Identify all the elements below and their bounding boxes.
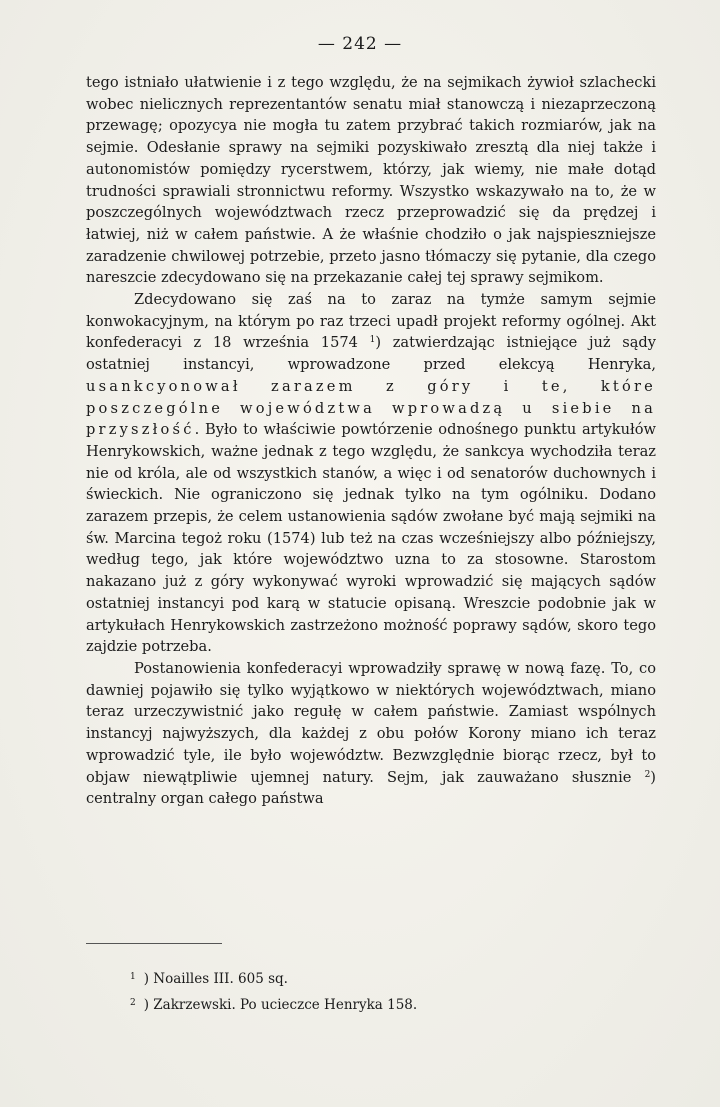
text-run: . Było to właściwie powtórzenie odnośnego punktu artykułów Henrykowskich, ważne jednak z tego względu, że sankcya wychodziła teraz nie od króla, ale od wszystkich stanów, a więc i od senatorów duchownych i świeckich. Nie ograniczono się jednak tylko na tym ogólniku. Dodano zarazem przepis, że celem ustanowienia sądów zwołane być mają sejmiki na św. Marcina tegoż roku (1574) lub też na czas wcześniejszy albo późniejszy, według tego, jak które województwo uzna to za stosowne. Starostom nakazano już z góry wykonywać wyroki wprowadzić się mających sądów ostatniej instancyi pod karą w statucie opisaną. Wreszcie podobnie jak w artykułach Henrykowskich zastrzeżono możność poprawy sądów, skoro tego zajdzie potrzeba.: [86, 421, 656, 656]
footnote: [130, 966, 650, 992]
paragraph: [86, 289, 656, 658]
paragraph: [86, 658, 656, 810]
text-run: tego istniało ułatwienie i z tego względu, że na sejmikach żywioł szlachecki wobec nielicznych reprezentantów senatu miał stanowczą i niezaprzeczoną przewagę; opozycya nie mogła tu zatem przybrać takich rozmiarów, jak na sejmie. Odesłanie sprawy na sejmiki pozyskiwało zresztą dla niej także i autonomistów pomiędzy rycerstwem, którzy, jak wiemy, nie małe dotąd trudności sprawiali stronnictwu reformy. Wszystko wskazywało na to, że w poszczególnych województwach rzecz przeprowadzić się da prędzej i łatwiej, niż w całem państwie. A że właśnie chodziło o jak najspieszniejsze zaradzenie chwilowej potrzebie, przeto jasno tłómaczy się pytanie, dla czego nareszcie zdecydowano się na przekazanie całej tej sprawy sejmikom.: [86, 74, 656, 287]
footnote-reference: 2: [644, 769, 651, 780]
footnotes: [130, 966, 650, 1018]
spaced-emphasis-text: usankcyonował zarazem z góry i te, które poszczególne województwa wprowadzą u siebie na przyszłość: [86, 377, 656, 439]
footnote: [130, 992, 650, 1018]
footnote-mark: 1: [130, 972, 136, 982]
footnote-reference: 1: [369, 335, 376, 346]
text-run: Zdecydowano się zaś na to zaraz na tymże samym sejmie konwokacyjnym, na którym po raz trzeci upadł projekt reformy ogólnej. Akt konfederacyi z 18 września 1574: [86, 291, 656, 352]
footnote-text: ) Noailles III. 605 sq.: [143, 971, 288, 987]
text-run: ) zatwierdzając istniejące już sądy ostatniej instancyi, wprowadzone przed elekcyą Henryka,: [86, 334, 656, 374]
text-run: Postanowienia konfederacyi wprowadziły sprawę w nową fazę. To, co dawniej pojawiło się tylko wyjątkowo w niektórych województwach, miano teraz urzeczywistnić jako regułę w całem państwie. Zamiast wspólnych instancyj najwyższych, dla każdej z obu połów Korony miano ich teraz wprowadzić tyle, ile było województw. Bezwzględnie biorąc rzecz, był to objaw niewątpliwie ujemnej natury. Sejm, jak zauważano słusznie: [86, 659, 656, 786]
text-run: ) centralny organ całego państwa: [86, 768, 656, 808]
page-number: — 242 —: [317, 34, 403, 54]
footnote-text: ) Zakrzewski. Po ucieczce Henryka 158.: [143, 997, 418, 1013]
footnote-mark: 2: [130, 998, 136, 1008]
paragraph: [86, 72, 656, 289]
body-text: [86, 72, 656, 810]
footnote-divider: [86, 943, 222, 944]
